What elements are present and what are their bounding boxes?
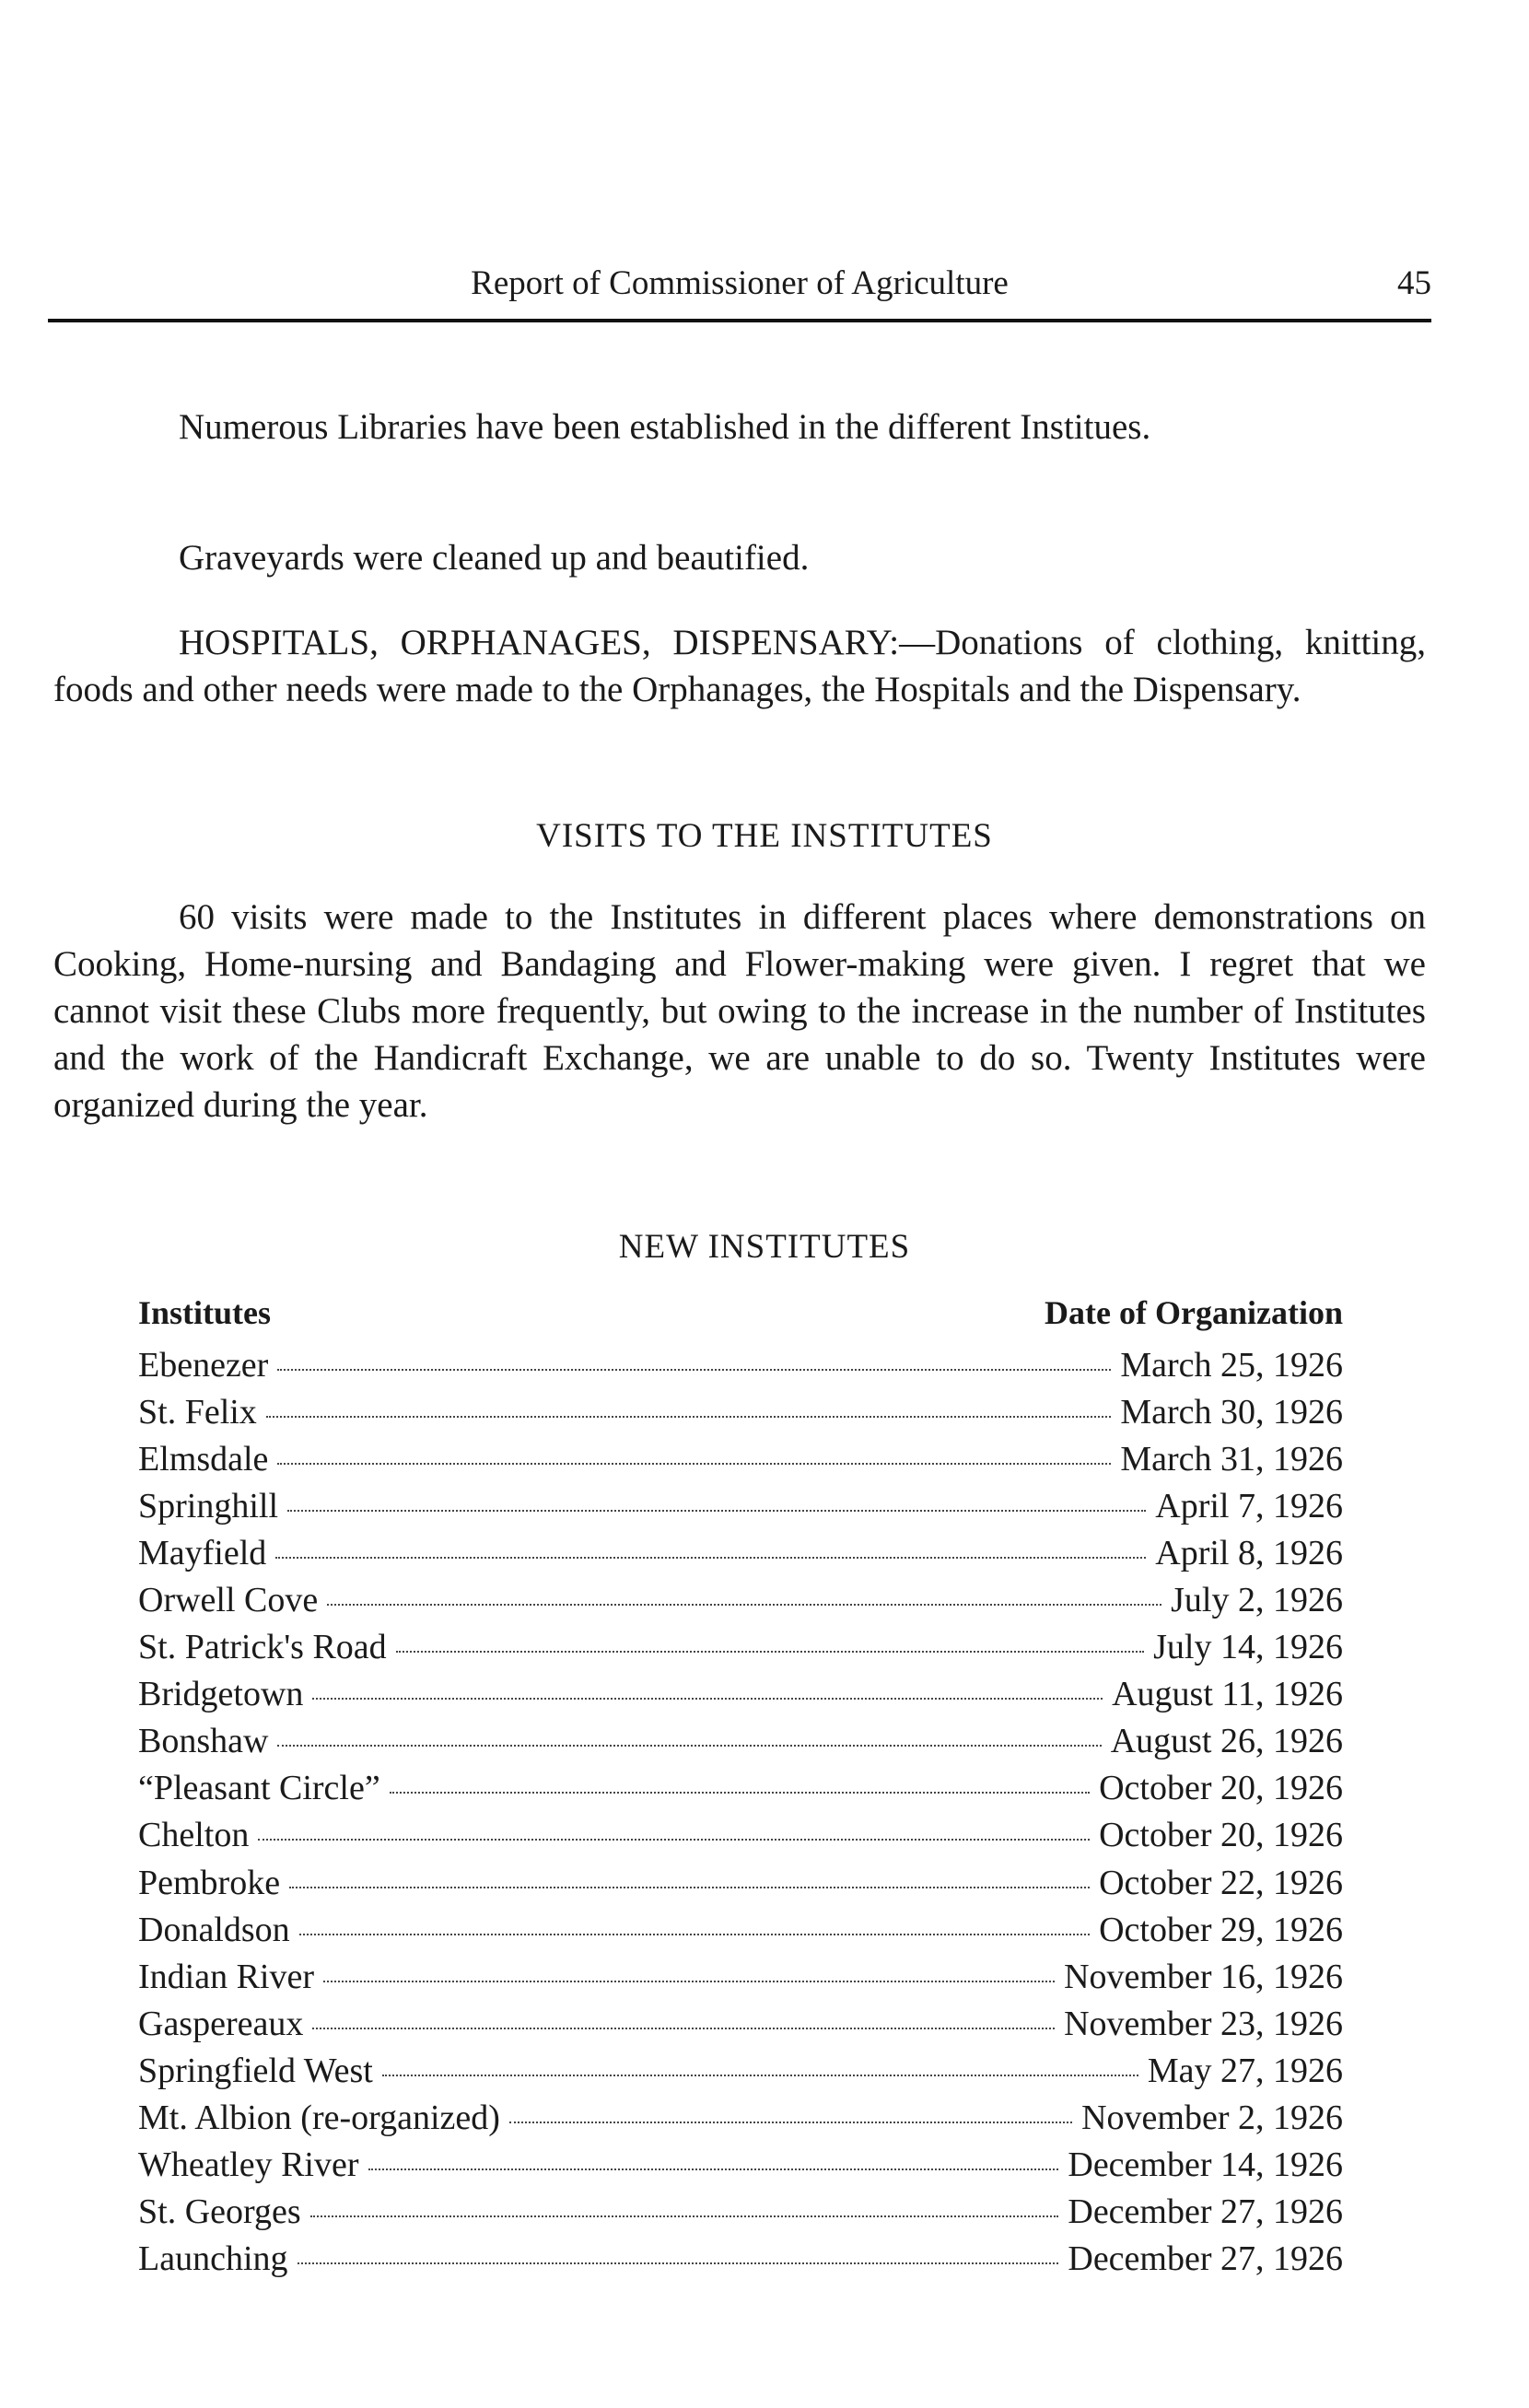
institute-name: St. Patrick's Road	[138, 1628, 387, 1667]
table-row	[138, 1768, 1343, 1815]
organization-date: December 27, 1926	[1068, 2192, 1343, 2231]
organization-date: March 30, 1926	[1120, 1393, 1343, 1432]
organization-date: October 29, 1926	[1099, 1910, 1343, 1949]
institute-name: Chelton	[138, 1816, 250, 1855]
dot-leader	[287, 1510, 1146, 1512]
organization-date: December 27, 1926	[1068, 2239, 1343, 2278]
table-row	[138, 1345, 1343, 1392]
institute-name: Mt. Albion (re-organized)	[138, 2098, 500, 2137]
institute-name: Springfield West	[138, 2051, 373, 2090]
institute-name: Ebenezer	[138, 1346, 269, 1385]
table-row	[138, 1957, 1343, 2004]
running-header	[48, 256, 1431, 311]
institute-name: Elmsdale	[138, 1440, 269, 1479]
organization-date: October 22, 1926	[1099, 1863, 1343, 1902]
table-row	[138, 1863, 1343, 1910]
heading-new-institutes: NEW INSTITUTES	[618, 1228, 911, 1266]
dot-leader	[323, 1981, 1055, 1982]
organization-date: November 2, 1926	[1081, 2098, 1343, 2137]
table-row	[138, 1815, 1343, 1862]
institute-name: Springhill	[138, 1487, 279, 1526]
table-row	[138, 1392, 1343, 1439]
organization-date: December 14, 1926	[1068, 2145, 1343, 2184]
institute-name: Gaspereaux	[138, 2004, 304, 2043]
table-row	[138, 1486, 1343, 1533]
institute-name: Pembroke	[138, 1863, 281, 1902]
institute-name: St. Felix	[138, 1393, 257, 1432]
dot-leader	[390, 1792, 1090, 1794]
dot-leader	[275, 1557, 1146, 1559]
table-rows	[138, 1345, 1343, 2285]
column-header-date: Date of Organization	[1045, 1294, 1343, 1331]
institute-name: Orwell Cove	[138, 1581, 319, 1620]
table-row	[138, 2192, 1343, 2239]
dot-leader	[312, 2028, 1055, 2029]
dot-leader	[382, 2075, 1138, 2076]
table-row	[138, 2098, 1343, 2145]
dot-leader	[277, 1463, 1111, 1465]
institute-name: Bridgetown	[138, 1675, 304, 1714]
running-title: Report of Commissioner of Agriculture	[471, 264, 1009, 302]
institute-name: Bonshaw	[138, 1722, 269, 1761]
table-row	[138, 1674, 1343, 1721]
table-row	[138, 1721, 1343, 1768]
organization-date: August 26, 1926	[1110, 1722, 1343, 1761]
dot-leader	[277, 1745, 1101, 1747]
institute-name: Wheatley River	[138, 2145, 359, 2184]
institute-name: Donaldson	[138, 1910, 290, 1949]
organization-date: March 25, 1926	[1120, 1346, 1343, 1385]
table-row	[138, 2239, 1343, 2285]
institutes-table	[138, 1293, 1343, 2285]
paragraph-graveyards-text: Graveyards were cleaned up and beautified.	[179, 538, 810, 578]
organization-date: April 7, 1926	[1155, 1487, 1343, 1526]
organization-date: May 27, 1926	[1147, 2051, 1343, 2090]
paragraph-libraries-text: Numerous Libraries have been established in the different Institues.	[179, 407, 1151, 447]
table-row	[138, 2145, 1343, 2192]
dot-leader	[509, 2122, 1072, 2123]
dot-leader	[396, 1651, 1144, 1653]
dot-leader	[289, 1887, 1090, 1888]
dot-leader	[258, 1839, 1090, 1841]
dot-leader	[277, 1369, 1111, 1371]
institute-name: Launching	[138, 2239, 288, 2278]
table-header	[138, 1293, 1343, 1345]
organization-date: November 16, 1926	[1064, 1957, 1343, 1996]
organization-date: August 11, 1926	[1112, 1675, 1343, 1714]
organization-date: July 2, 1926	[1171, 1581, 1343, 1620]
institute-name: St. Georges	[138, 2192, 301, 2231]
heading-visits: VISITS TO THE INSTITUTES	[536, 817, 993, 855]
organization-date: March 31, 1926	[1120, 1440, 1343, 1479]
institute-name: “Pleasant Circle”	[138, 1769, 380, 1808]
table-row	[138, 2051, 1343, 2098]
table-row	[138, 1580, 1343, 1627]
dot-leader	[266, 1416, 1112, 1418]
dot-leader	[312, 1698, 1103, 1700]
paragraph-libraries	[53, 403, 1426, 450]
paragraph-hospitals	[53, 619, 1426, 713]
institute-name: Mayfield	[138, 1534, 267, 1573]
dot-leader	[299, 1934, 1090, 1935]
paragraph-graveyards	[53, 534, 1426, 581]
column-header-institutes: Institutes	[138, 1294, 272, 1331]
paragraph-visits-text: 60 visits were made to the Institutes in different places where demonstrations on Cooking, Home-nursing and Bandaging and Flower-making were given. I regret that we cannot visit these Clubs more frequently, but owing to the increase in the number of Institutes and the work of the Handicraft Exchange, we are unable to do so. Twenty Institutes were organized during the year.	[53, 897, 1426, 1125]
institute-name: Indian River	[138, 1957, 315, 1996]
table-row	[138, 1910, 1343, 1957]
table-row	[138, 1439, 1343, 1486]
header-rule	[48, 319, 1431, 322]
table-row	[138, 1627, 1343, 1674]
organization-date: November 23, 1926	[1064, 2004, 1343, 2043]
organization-date: October 20, 1926	[1099, 1816, 1343, 1855]
organization-date: July 14, 1926	[1153, 1628, 1343, 1667]
dot-leader	[368, 2168, 1059, 2170]
dot-leader	[327, 1604, 1161, 1606]
table-row	[138, 1533, 1343, 1580]
table-row	[138, 2004, 1343, 2051]
organization-date: October 20, 1926	[1099, 1769, 1343, 1808]
paragraph-visits	[53, 894, 1426, 1128]
dot-leader	[298, 2262, 1059, 2264]
page-number: 45	[1397, 264, 1431, 302]
dot-leader	[310, 2215, 1059, 2217]
organization-date: April 8, 1926	[1155, 1534, 1343, 1573]
paragraph-hospitals-text: HOSPITALS, ORPHANAGES, DISPENSARY:—Donations of clothing, knitting, foods and other needs were made to the Orphanages, the Hospitals and the Dispensary.	[53, 623, 1426, 709]
